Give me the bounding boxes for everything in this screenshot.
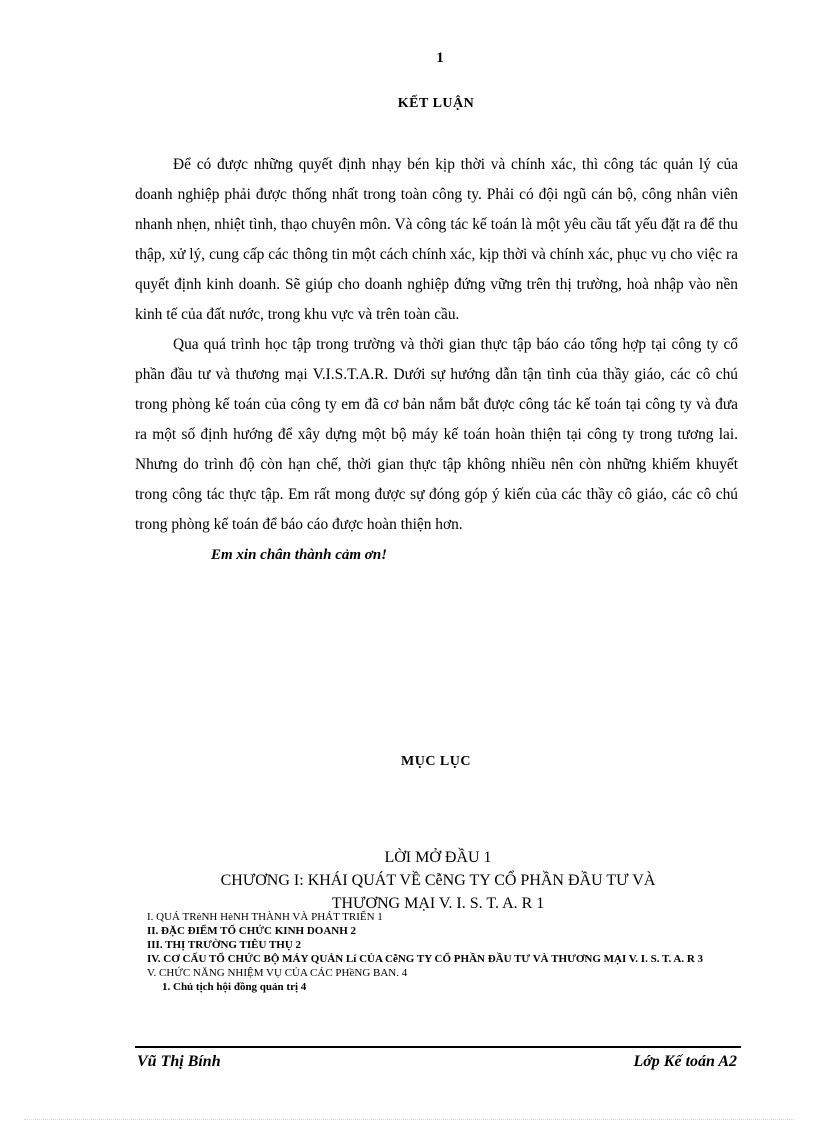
conclusion-paragraph-2: Qua quá trình học tập trong trường và thời gian thực tập báo cáo tổng hợp tại công ty cổ phần đầu tư và thương mại V.I.S.T.A.R. Dưới sự hướng dẫn tận tình của thầy giáo, các cô chú trong phòng kế toán của công ty em đã cơ bản nắm bắt được công tác kế toán tại công ty và đưa ra một số định hướng để xây dựng một bộ máy kế toán hoàn thiện tại công ty trong tương lai. Nhưng do trình độ còn hạn chế, thời gian thực tập không nhiều nên còn những khiếm khuyết trong công tác thực tập. Em rất mong được sự đóng góp ý kiến của các thầy cô giáo, các cô chú trong phòng kế toán để báo cáo được hoàn thiện hơn.	[135, 336, 738, 533]
page-edge-divider	[24, 1119, 794, 1120]
toc-list	[147, 910, 737, 994]
toc-entry[interactable]: IV. CƠ CẤU TỔ CHỨC BỘ MÁY QUẢN Lí CỦA CễNG TY CỔ PHẦN ĐẦU TƯ VÀ THƯƠNG MẠI V. I. S. T. A. R 3	[147, 953, 704, 965]
toc-title-line-1[interactable]: LỜI MỞ ĐẦU 1	[384, 849, 492, 866]
thanks-line: Em xin chân thành cảm ơn!	[211, 547, 388, 563]
conclusion-body	[135, 150, 738, 570]
footer-author: Vũ Thị Bính	[137, 1053, 221, 1070]
toc-title-line-3[interactable]: THƯƠNG MẠI V. I. S. T. A. R 1	[331, 895, 545, 912]
toc-entry[interactable]: III. THỊ TRƯỜNG TIÊU THỤ 2	[147, 939, 302, 951]
footer-divider	[135, 1046, 741, 1048]
conclusion-paragraph-1: Để có được những quyết định nhạy bén kịp thời và chính xác, thì công tác quản lý của doanh nghiệp phải được thống nhất trong toàn công ty. Phải có đội ngũ cán bộ, công nhân viên nhanh nhẹn, nhiệt tình, thạo chuyên môn. Và công tác kế toán là một yêu cầu tất yếu đặt ra để thu thập, xử lý, cung cấp các thông tin một cách chính xác, kịp thời và chính xác, phục vụ cho việc ra quyết định kinh doanh. Sẽ giúp cho doanh nghiệp đứng vững trên thị trường, hoà nhập vào nền kinh tế của đất nước, trong khu vực và trên toàn cầu.	[135, 156, 738, 323]
toc-entry[interactable]: V. CHỨC NĂNG NHIỆM VỤ CỦA CÁC PHềNG BAN. 4	[147, 967, 408, 979]
toc-entry[interactable]: 1. Chủ tịch hội đồng quản trị 4	[162, 981, 307, 993]
toc-title	[135, 846, 741, 915]
toc-heading: MỤC LỤC	[401, 754, 471, 769]
toc-title-line-2[interactable]: CHƯƠNG I: KHÁI QUÁT VỀ CễNG TY CỔ PHẦN ĐẦU TƯ VÀ	[220, 872, 656, 889]
page-number: 1	[436, 50, 444, 66]
toc-entry[interactable]: I. QUÁ TRèNH HèNH THÀNH VÀ PHÁT TRIỂN 1	[147, 911, 383, 923]
toc-entry[interactable]: II. ĐẶC ĐIỂM TỔ CHỨC KINH DOANH 2	[147, 925, 357, 937]
footer-class: Lớp Kế toán A2	[633, 1053, 737, 1070]
conclusion-heading: KẾT LUẬN	[397, 96, 475, 111]
